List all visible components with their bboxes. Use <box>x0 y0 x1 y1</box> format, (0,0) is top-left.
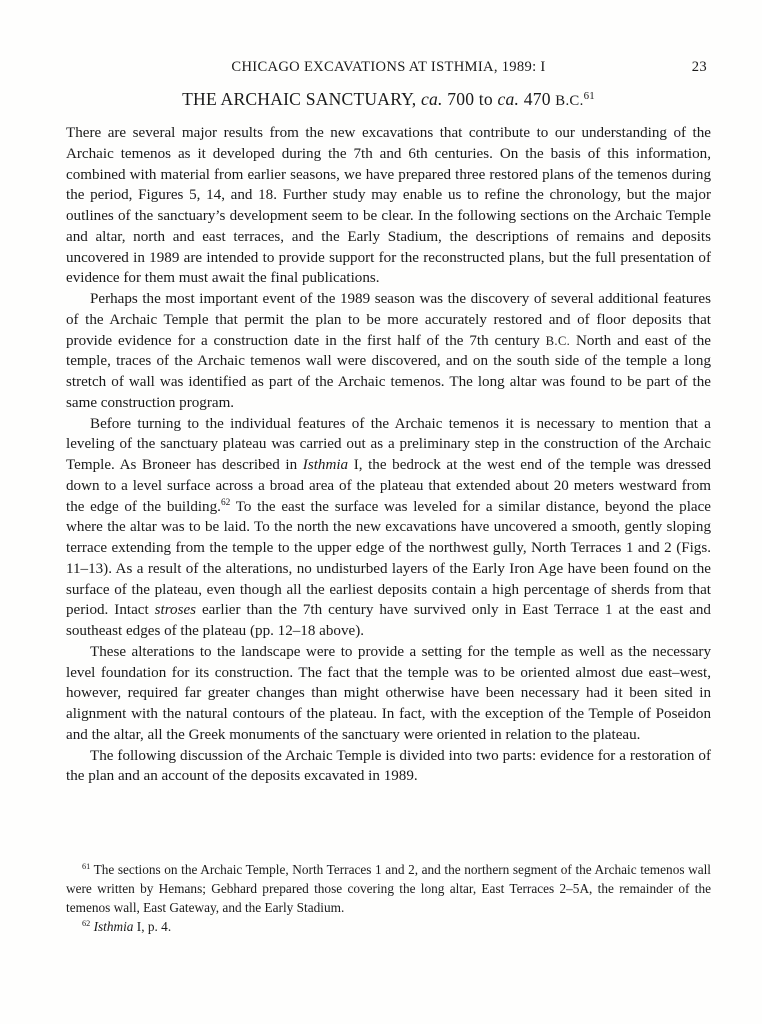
text-run: 700 to <box>442 89 498 109</box>
page-number: 23 <box>691 59 707 75</box>
paragraph <box>66 289 711 414</box>
text-run: ca. <box>497 89 520 109</box>
text-run: There are several major results from the new excavations that contribute to our understanding of the Archaic temenos as it developed during the 7th and 6th centuries. On the basis of this information, combined with material from earlier seasons, we have prepared three restored plans of the temenos during the period, Figures 5, 14, and 18. Further study may enable us to refine the chronology, but the major outlines of the sanctuary’s development seem to be clear. In the following sections on the Archaic Temple and altar, north and east terraces, and the Early Stadium, the descriptions of remains and deposits uncovered in 1989 are intended to provide support for the reconstructed plans, but the full presentation of evidence for them must await the final publications. <box>66 125 711 287</box>
paragraph <box>66 746 711 788</box>
text-run: North and east of the temple, traces of the Archaic temenos wall were discovered, and on the south side of the temple a long stretch of wall was identified as part of the Archaic temenos. The long altar was found to be part of the same construction program. <box>66 332 712 411</box>
paragraph <box>66 414 711 642</box>
text-run: earlier than the 7th century have survived only in East Terrace 1 at the east and southeast edges of the plateau (pp. 12–18 above). <box>66 602 711 639</box>
text-run: To the east the surface was leveled for a similar distance, beyond the place where the altar was to be laid. To the north the new excavations have uncovered a smooth, gently sloping terrace extending from the temple to the upper edge of the northwest gully, North Terraces 1 and 2 (Figs. 11–13). As a result of the alterations, no undisturbed layers of the Early Iron Age have been found on the surface of the plateau, even though all the earliest deposits contain a high percentage of sherds from that period. Intact <box>66 498 711 619</box>
body-text <box>66 123 711 787</box>
footnote-reference: 61 <box>583 90 595 102</box>
text-run: The following discussion of the Archaic Temple is divided into two parts: evidence for a restoration of the plan and an account of the deposits excavated in 1989. <box>66 747 711 785</box>
footnote-reference: 61 <box>82 862 91 872</box>
text-run: 470 <box>519 89 556 109</box>
text-run: Isthmia <box>302 457 349 473</box>
text-run: ca. <box>421 89 443 109</box>
text-run: I, p. 4. <box>133 919 172 934</box>
section-title <box>66 89 711 110</box>
text-run: Isthmia <box>93 919 134 934</box>
text-run: The sections on the Archaic Temple, North Terraces 1 and 2, and the northern segment of the Archaic temenos wall were written by Hemans; Gebhard prepared those covering the long altar, East Terraces 2–5A, the remainder of the temenos wall, East Gateway, and the Early Stadium. <box>66 862 711 915</box>
running-header: CHICAGO EXCAVATIONS AT ISTHMIA, 1989: I <box>231 59 546 75</box>
text-run: stroses <box>154 602 197 619</box>
text-run: THE ARCHAIC SANCTUARY, <box>182 89 422 109</box>
text-run: These alterations to the landscape were to provide a setting for the temple as well as the necessary level foundation for its construction. The fact that the temple was to be oriented almost due east–west, however, required far greater changes than might otherwise have been necessary had it been sited in alignment with the natural contours of the plateau. In fact, with the exception of the Temple of Poseidon and the altar, all the Greek monuments of the sanctuary were oriented in relation to the plateau. <box>66 643 711 743</box>
footnotes <box>66 860 711 936</box>
running-header-row <box>66 59 711 77</box>
text-run: Perhaps the most important event of the 1989 season was the discovery of several additional features of the Archaic Temple that permit the plan to be more accurately restored and of floor deposits that provide evidence for a construction date in the first half of the 7th century <box>66 291 711 349</box>
text-run: I, the bedrock at the west end of the temple was dressed down to a level surface across a broad area of the plateau that extended about 20 meters westward from the edge of the building. <box>66 457 711 515</box>
text-run: Before turning to the individual features of the Archaic temenos it is necessary to mention that a leveling of the sanctuary plateau was carried out as a preliminary step in the construction of the Archaic Temple. As Broneer has described in <box>66 415 711 473</box>
footnote-reference: 62 <box>220 498 231 509</box>
paragraph <box>66 642 711 746</box>
footnote <box>66 917 711 936</box>
text-run: B.C. <box>545 333 571 348</box>
text-run: B.C. <box>555 93 584 109</box>
footnote <box>66 860 711 917</box>
footnote-reference: 62 <box>82 919 91 929</box>
paragraph <box>66 123 711 289</box>
